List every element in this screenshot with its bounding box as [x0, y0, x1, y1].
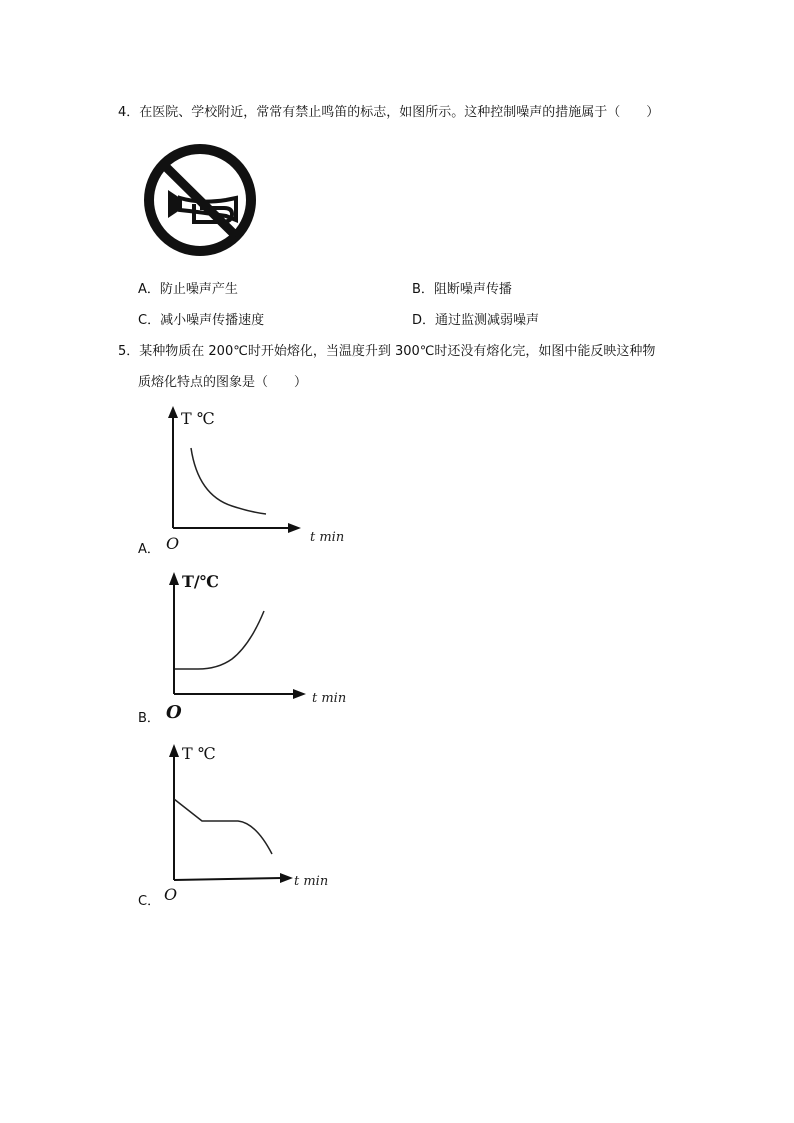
graph-a-curve	[191, 448, 266, 514]
graph-b-letter[interactable]: B．	[138, 711, 160, 726]
graph-c-x-axis	[174, 878, 282, 880]
graph-c-letter[interactable]: C．	[138, 894, 161, 909]
q4-option-d[interactable]: D．通过监测减弱噪声	[412, 313, 540, 328]
graph-b-curve	[175, 611, 264, 669]
graph-c-ylabel: T ℃	[182, 744, 216, 763]
graph-a-origin: O	[166, 534, 180, 550]
graph-b-ylabel: T/℃	[182, 572, 219, 591]
graph-b-xlabel: t min	[312, 691, 347, 706]
no-honking-sign-icon	[140, 138, 260, 266]
graph-a-x-arrow	[288, 523, 301, 533]
graph-a-letter[interactable]: A．	[138, 542, 160, 557]
question-5-text-line1: 5．某种物质在 200℃时开始熔化，当温度升到 300℃时还没有熔化完，如图中能反映这种物	[118, 344, 656, 359]
q4-option-c[interactable]: C．减小噪声传播速度	[138, 313, 265, 328]
graph-b-origin: O	[166, 702, 182, 723]
graph-a	[160, 400, 360, 554]
graph-b-x-arrow	[293, 689, 306, 699]
question-4-text: 4．在医院、学校附近，常常有禁止鸣笛的标志，如图所示。这种控制噪声的措施属于（ ）	[118, 105, 660, 120]
q4-option-b[interactable]: B．阻断噪声传播	[412, 282, 512, 297]
graph-c-x-arrow	[280, 873, 293, 883]
graph-c-xlabel: t min	[294, 874, 329, 889]
graph-a-xlabel: t min	[310, 530, 345, 545]
graph-c	[160, 737, 360, 906]
graph-b	[160, 565, 360, 729]
q4-option-a[interactable]: A．防止噪声产生	[138, 282, 238, 297]
graph-a-ylabel: T ℃	[181, 409, 215, 428]
graph-a-y-arrow	[168, 406, 178, 418]
graph-b-y-arrow	[169, 572, 179, 585]
graph-c-y-arrow	[169, 744, 179, 757]
graph-c-curve	[174, 799, 272, 854]
graph-c-origin: O	[164, 885, 178, 902]
question-5-text-line2: 质熔化特点的图象是（ ）	[138, 375, 308, 390]
